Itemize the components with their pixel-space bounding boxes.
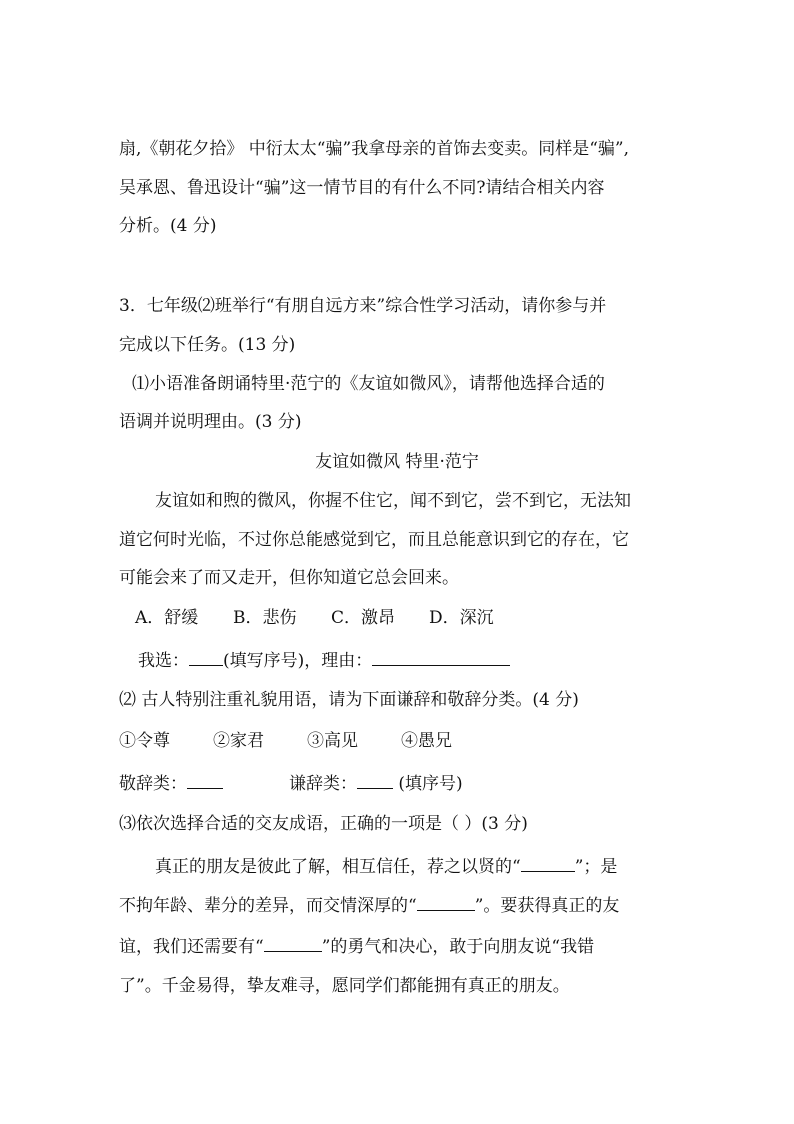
respect-label: 敬辞类： <box>119 774 187 794</box>
humble-note: (填序号) <box>393 774 463 794</box>
idiom-blank-1[interactable] <box>521 855 575 872</box>
q3-stem-line-1: 3．七年级⑵班举行“有朋自远方来”综合性学习活动，请你参与并 <box>119 296 607 316</box>
q3-stem-line-2: 完成以下任务。(13 分) <box>119 335 296 355</box>
poem-line-3: 可能会来了而又走开，但你知道它总会回来。 <box>119 568 459 588</box>
q2-tail-line-3: 分析。(4 分) <box>119 216 217 236</box>
classify-line <box>119 772 463 795</box>
respect-blank[interactable] <box>187 772 223 789</box>
q3-sub1-line-1: ⑴小语准备朗诵特里·范宁的《友谊如微风》，请帮他选择合适的 <box>132 374 605 394</box>
para-line-2-text-b: ”。要获得真正的友 <box>474 896 620 916</box>
para-line-1-text-b: ”；是 <box>574 857 618 877</box>
item-3: ③高见 <box>307 731 358 751</box>
choice-prefix: 我选： <box>138 651 189 671</box>
item-1: ①令尊 <box>119 731 170 751</box>
poem-line-2: 道它何时光临，不过你总能感觉到它，而且总能意识到它的存在，它 <box>119 530 629 550</box>
friend-para-line-2 <box>119 894 619 917</box>
humble-blank[interactable] <box>357 772 393 789</box>
courtesy-items <box>119 730 452 752</box>
q3-sub2-line-1: ⑵ 古人特别注重礼貌用语，请为下面谦辞和敬辞分类。(4 分) <box>119 690 579 710</box>
option-b[interactable]: B．悲伤 <box>233 608 297 628</box>
idiom-blank-3[interactable] <box>264 935 322 952</box>
humble-label: 谦辞类： <box>289 774 357 794</box>
para-line-2-text-a: 不拘年龄、辈分的差异，而交情深厚的“ <box>119 896 417 916</box>
option-d[interactable]: D．深沉 <box>429 608 494 628</box>
friend-para-line-3 <box>119 935 594 958</box>
friend-para-line-1 <box>155 855 617 878</box>
option-c[interactable]: C．激昂 <box>331 608 396 628</box>
item-4: ④愚兄 <box>401 731 452 751</box>
poem-title: 友谊如微风 特里·范宁 <box>315 452 479 472</box>
choice-line <box>138 649 510 672</box>
q2-tail-line-2: 吴承恩、鲁迅设计“骗”这一情节目的有什么不同?请结合相关内容 <box>119 178 605 198</box>
option-a[interactable]: A．舒缓 <box>135 608 199 628</box>
item-2: ②家君 <box>213 731 264 751</box>
para-line-3-text-b: ”的勇气和决心，敢于向朋友说“我错 <box>321 937 595 957</box>
para-line-3-text-a: 谊，我们还需要有“ <box>119 937 264 957</box>
choice-mid: (填写序号)，理由： <box>223 651 373 671</box>
idiom-blank-2[interactable] <box>417 894 475 911</box>
choice-blank[interactable] <box>189 649 223 666</box>
para-line-1-text-a: 真正的朋友是彼此了解，相互信任，荐之以贤的“ <box>155 857 521 877</box>
q3-sub1-line-2: 语调并说明理由。(3 分) <box>119 412 302 432</box>
friend-para-line-4: 了”。千金易得，挚友难寻，愿同学们都能拥有真正的朋友。 <box>119 976 570 996</box>
q2-tail-line-1: 扇,《朝花夕拾》 中衍太太“骗”我拿母亲的首饰去变卖。同样是“骗”, <box>119 139 629 159</box>
tone-options <box>135 607 494 629</box>
poem-line-1: 友谊如和煦的微风，你握不住它，闻不到它，尝不到它，无法知 <box>155 491 631 511</box>
reason-blank[interactable] <box>372 649 510 666</box>
q3-sub3-line-1: ⑶依次选择合适的交友成语，正确的一项是（ ）(3 分) <box>119 814 528 834</box>
